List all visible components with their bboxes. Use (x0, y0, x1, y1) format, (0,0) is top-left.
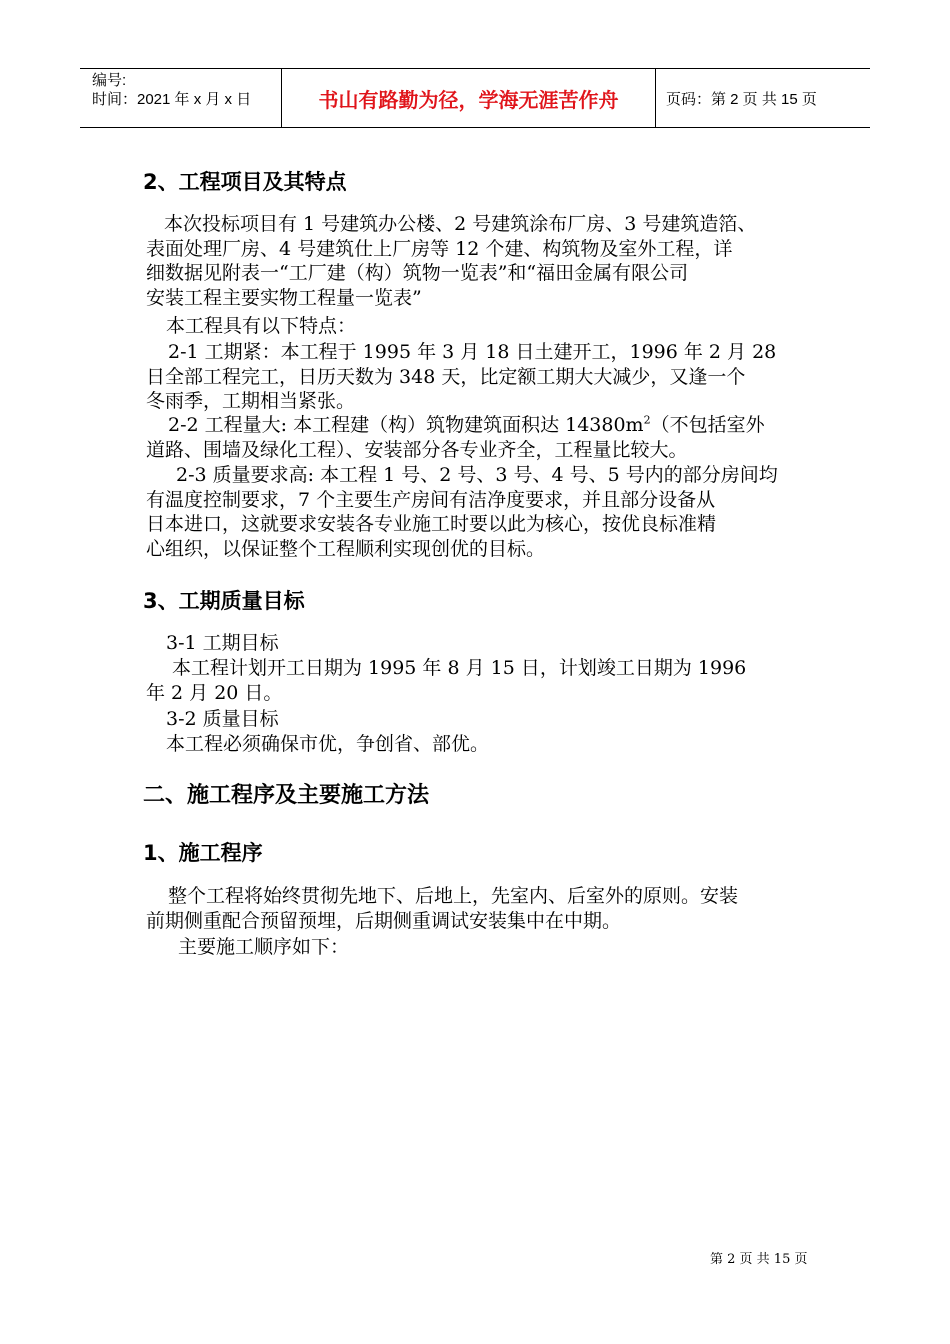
paragraph-intro (146, 212, 756, 310)
section-heading: 3、工期质量目标 (143, 589, 305, 613)
paragraph-item-1 (146, 340, 776, 414)
text-line: 有温度控制要求，7 个主要生产房间有洁净度要求，并且部分设备从 (146, 488, 716, 511)
page-footer: 第 2 页 共 15 页 (710, 1252, 808, 1267)
text-line: 2-1 工期紧：本工程于 1995 年 3 月 18 日土建开工，1996 年 2 月 28 (168, 341, 777, 363)
text-line: 本工程计划开工日期为 1995 年 8 月 15 日，计划竣工日期为 1996 (172, 657, 747, 679)
procedure-lead: 主要施工顺序如下： (178, 936, 350, 958)
text-line: 心组织，以保证整个工程顺利实现创优的目标。 (146, 537, 546, 560)
text-line: 2-3 质量要求高: 本工程 1 号、2 号、3 号、4 号、5 号内的部分房间均 (176, 464, 778, 486)
paragraph-schedule (146, 656, 746, 705)
page-header (80, 68, 870, 128)
text-line: 本次投标项目有 1 号建筑办公楼、2 号建筑涂布厂房、3 号建筑造箔、 (164, 213, 757, 235)
area-text: 2-2 工程量大: 本工程建（构）筑物建筑面积达 14380m (168, 414, 644, 436)
subheading: 3-2 质量目标 (166, 708, 279, 730)
header-page-info: 页码：第 2 页 共 15 页 (666, 90, 817, 108)
text-line: 细数据见附表一“工厂建（构）筑物一览表”和“福田金属有限公司 (146, 262, 689, 284)
text-line: 整个工程将始终贯彻先地下、后地上，先室内、后室外的原则。安装 (168, 885, 739, 907)
text-line: 前期侧重配合预留预埋，后期侧重调试安装集中在中期。 (146, 909, 622, 932)
text-line: 安装工程主要实物工程量一览表” (146, 286, 422, 309)
chapter-heading: 二、施工程序及主要施工方法 (143, 783, 430, 808)
text-line: 道路、围墙及绿化工程）、安装部分各专业齐全，工程量比较大。 (146, 438, 688, 461)
text-line: 日本进口，这就要求安装各专业施工时要以此为核心，按优良标准精 (146, 513, 717, 535)
number-label: 编号: (92, 72, 127, 89)
header-motto: 书山有路勤为径，学海无涯苦作舟 (282, 69, 656, 127)
text-line: 冬雨季，工期相当紧张。 (146, 390, 356, 412)
text-line: 年 2 月 20 日。 (146, 681, 283, 704)
superscript: 2 (643, 413, 651, 427)
section-heading: 2、工程项目及其特点 (143, 170, 347, 194)
text-line: 表面处理厂房、4 号建筑仕上厂房等 12 个建、构筑物及室外工程，详 (146, 237, 733, 260)
features-lead: 本工程具有以下特点： (166, 315, 357, 337)
time-label: 时间：2021 年 x 月 x 日 (92, 91, 252, 108)
paragraph-procedure (146, 884, 738, 933)
paragraph-quality: 本工程必须确保市优，争创省、部优。 (166, 733, 490, 755)
header-meta-cell (80, 69, 282, 127)
subheading: 3-1 工期目标 (166, 632, 279, 654)
paragraph-item-3 (146, 463, 778, 561)
text-line (146, 413, 765, 438)
text-line: 日全部工程完工，日历天数为 348 天，比定额工期大大减少，又逢一个 (146, 365, 746, 388)
section-heading: 1、施工程序 (143, 841, 263, 865)
area-text-tail: （不包括室外 (650, 414, 765, 436)
paragraph-item-2 (146, 413, 765, 462)
